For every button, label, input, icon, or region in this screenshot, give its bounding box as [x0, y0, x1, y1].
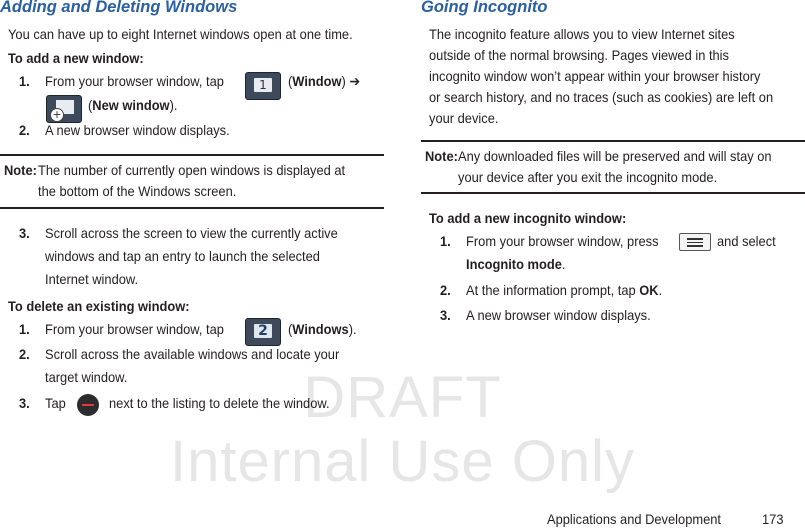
incognito-note-line-2: your device after you exit the incognito mode. [458, 169, 718, 185]
incognito-step-3-text: A new browser window displays. [466, 307, 651, 323]
delete-step-2-line-2: target window. [45, 369, 128, 385]
add-step-1-window-label: (Window) ➔ [288, 73, 361, 89]
plus-icon: + [50, 108, 64, 122]
ok-bold: OK [639, 282, 659, 298]
incognito-intro-line-5: your device. [429, 110, 499, 126]
windows-icon-2 [245, 318, 281, 346]
delete-step-1-text: From your browser window, tap [45, 321, 224, 337]
incognito-intro-line-2: outside of the normal browsing. Pages viewed in this [429, 47, 729, 63]
note-rule-bottom [0, 207, 384, 209]
windows-intro: You can have up to eight Internet windows open at one time. [8, 26, 353, 42]
add-window-title: To add a new window: [8, 50, 144, 66]
add-step-2-number: 2. [19, 122, 30, 138]
footer-page-number: 173 [762, 511, 784, 527]
delete-minus-icon [77, 394, 99, 416]
incognito-note-rule-top [421, 140, 805, 142]
delete-step-2-line-1: Scroll across the available windows and locate your [45, 346, 340, 362]
incognito-note-label: Note: [425, 148, 458, 164]
watermark-line-1: DRAFT [303, 365, 502, 430]
incognito-step-1-number: 1. [440, 233, 451, 249]
incognito-intro-line-4: or search history, and no traces (such as cookies) are left on [429, 89, 774, 105]
new-window-label: (New window). [88, 97, 178, 113]
note-rule-top [0, 154, 384, 156]
delete-step-3-number: 3. [19, 395, 30, 411]
note-label: Note: [4, 162, 37, 178]
delete-step-1-number: 1. [19, 321, 30, 337]
incognito-add-title: To add a new incognito window: [429, 210, 627, 226]
add-step-3-line-2: windows and tap an entry to launch the selected [45, 248, 320, 264]
windows-count-digit-2: 2 [254, 324, 272, 338]
incognito-step-1-text: From your browser window, press [466, 233, 659, 249]
section-heading-incognito: Going Incognito [421, 0, 548, 16]
incognito-intro-line-1: The incognito feature allows you to view Internet sites [429, 26, 735, 42]
incognito-step-2-number: 2. [440, 282, 451, 298]
incognito-step-2-text: At the information prompt, tap OK. [466, 282, 663, 298]
add-step-3-number: 3. [19, 225, 30, 241]
new-window-bold: New window [92, 97, 170, 113]
footer-section-name: Applications and Development [547, 511, 721, 527]
watermark-line-2: Internal Use Only [169, 429, 636, 494]
incognito-step-3-number: 3. [440, 307, 451, 323]
incognito-note-rule-bottom [421, 192, 805, 194]
add-step-3-line-3: Internet window. [45, 271, 139, 287]
windows-bold: Windows [292, 321, 349, 337]
menu-key-icon [679, 233, 711, 251]
note-line-2: the bottom of the Windows screen. [38, 183, 237, 199]
add-step-1-number: 1. [19, 73, 30, 89]
delete-window-title: To delete an existing window: [8, 298, 190, 314]
incognito-mode-label: Incognito mode. [466, 256, 566, 272]
add-step-1-text: From your browser window, tap [45, 73, 224, 89]
delete-step-2-number: 2. [19, 346, 30, 362]
delete-step-1-windows-label: (Windows). [288, 321, 357, 337]
incognito-step-2-prompt: At the information prompt, tap [466, 282, 636, 298]
incognito-mode-bold: Incognito mode [466, 256, 562, 272]
incognito-step-1-and-select: and select [717, 233, 776, 249]
windows-count-digit: 1 [254, 78, 272, 92]
windows-icon [245, 72, 281, 100]
section-heading-windows: Adding and Deleting Windows [0, 0, 238, 16]
delete-step-3-tap: Tap [45, 395, 66, 411]
delete-step-3-text: next to the listing to delete the window. [109, 395, 330, 411]
note-line-1: The number of currently open windows is displayed at [38, 162, 346, 178]
incognito-note-line-1: Any downloaded files will be preserved and will stay on [458, 148, 772, 164]
arrow-glyph: ➔ [349, 73, 361, 89]
add-step-3-line-1: Scroll across the screen to view the currently active [45, 225, 338, 241]
add-step-2-text: A new browser window displays. [45, 122, 230, 138]
incognito-intro-line-3: incognito window won’t appear within your browser history [429, 68, 761, 84]
window-bold: Window [292, 73, 342, 89]
new-window-icon [46, 95, 82, 123]
